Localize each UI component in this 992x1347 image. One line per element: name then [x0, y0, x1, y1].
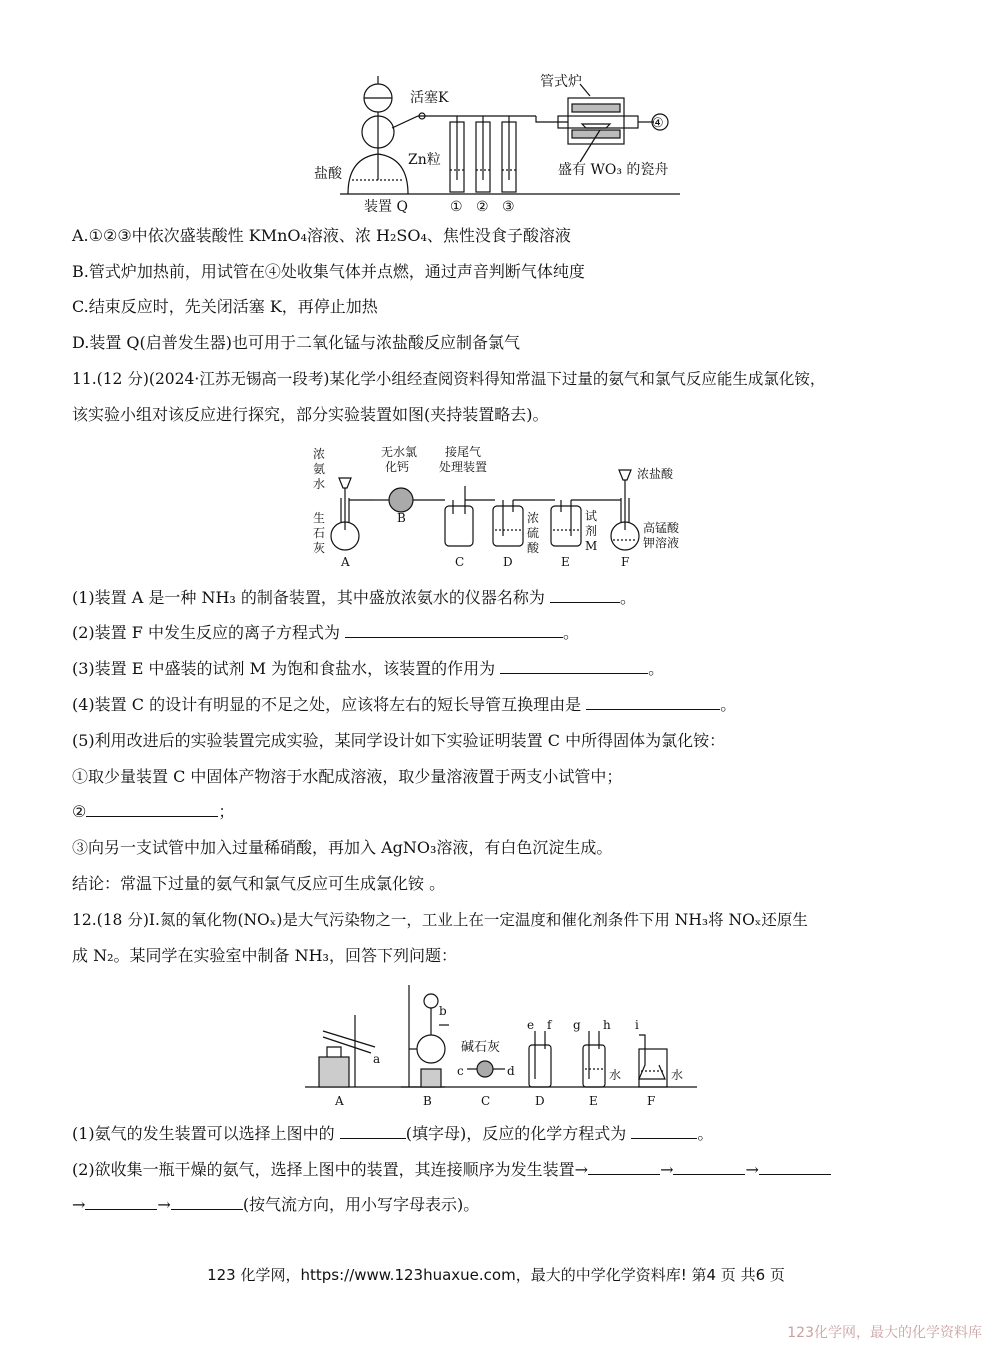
q10-option-a: A.①②③中依次盛装酸性 KMnO₄溶液、浓 H₂SO₄、焦性没食子酸溶液	[72, 226, 571, 245]
label-conc-ammonia-1: 浓	[313, 447, 326, 461]
q11-step2-semicolon: ；	[218, 802, 235, 821]
label-cacl2-2: 化钙	[385, 460, 410, 474]
q11-part1	[72, 587, 636, 609]
label-soda-lime: 碱石灰	[461, 1040, 501, 1055]
watermark: 123化学网，最大的化学资料库	[787, 1325, 982, 1341]
q12-part1-text-a: (1)氨气的发生装置可以选择上图中的	[72, 1124, 335, 1143]
q11-conclusion: 结论：常温下过量的氨气和氯气反应可生成氯化铵 。	[72, 874, 446, 893]
label-fig3-e: E	[589, 1094, 598, 1108]
q12-part1-text-b: (填字母)，反应的化学方程式为	[405, 1124, 627, 1143]
q11-part4-text: (4)装置 C 的设计有明显的不足之处，应该将左右的短长导管互换理由是	[72, 695, 582, 714]
label-port-f: f	[547, 1018, 552, 1032]
q11-step2	[72, 801, 234, 823]
label-port-c: c	[457, 1064, 464, 1078]
q11-part2-period: 。	[563, 623, 580, 642]
label-h2so4-1: 浓	[527, 511, 540, 525]
label-h2so4-2: 硫	[527, 526, 540, 540]
label-port-a: a	[373, 1052, 381, 1066]
label-kmno4-1: 高锰酸	[643, 521, 680, 535]
q11-part3-text: (3)装置 E 中盛装的试剂 M 为饱和食盐水，该装置的作用为	[72, 659, 496, 678]
label-device-c: C	[455, 555, 465, 569]
label-water-f: 水	[671, 1068, 684, 1082]
label-cacl2-1: 无水氯	[381, 445, 418, 459]
q12-part2-text-b: (按气流方向，用小写字母表示)。	[242, 1195, 480, 1214]
label-port-e: e	[527, 1018, 535, 1032]
q11-part4	[72, 694, 736, 716]
q12-part2-text-a: (2)欲收集一瓶干燥的氨气，选择上图中的装置，其连接顺序为发生装置→	[72, 1160, 589, 1179]
label-tube-1: ①	[450, 199, 463, 215]
label-outlet-4: ④	[652, 116, 664, 131]
label-port-g: g	[573, 1018, 581, 1032]
label-zn: Zn粒	[408, 152, 441, 168]
label-fig3-f: F	[647, 1094, 656, 1108]
q11-part3-blank[interactable]	[500, 658, 648, 674]
label-hcl: 盐酸	[314, 166, 342, 182]
label-conc-hcl: 浓盐酸	[637, 467, 674, 481]
label-boat: 盛有 WO₃ 的瓷舟	[558, 162, 669, 178]
q11-part5: (5)利用改进后的实验装置完成实验，某同学设计如下实验证明装置 C 中所得固体为氯化铵：	[72, 731, 726, 750]
q12-part2-line1	[72, 1159, 831, 1181]
q11-part4-blank[interactable]	[586, 694, 720, 710]
label-port-h: h	[603, 1018, 611, 1032]
q11-part3	[72, 658, 664, 680]
label-valve-k: 活塞K	[410, 90, 449, 106]
q11-step2-blank[interactable]	[86, 801, 218, 817]
q11-part2-blank[interactable]	[345, 622, 563, 638]
q11-step1: ①取少量装置 C 中固体产物溶于水配成溶液，取少量溶液置于两支小试管中；	[72, 767, 623, 786]
label-lime-1: 生	[313, 511, 326, 525]
q12-part2-blank2[interactable]	[673, 1159, 745, 1175]
page-footer: 123 化学网，https://www.123huaxue.com，最大的中学化学资料库! 第4 页 共6 页	[207, 1266, 785, 1284]
q10-option-c: C.结束反应时，先关闭活塞 K，再停止加热	[72, 297, 378, 316]
q11-part2	[72, 622, 579, 644]
label-conc-ammonia-3: 水	[313, 477, 326, 491]
q12-stem-line2: 成 N₂。某同学在实验室中制备 NH₃，回答下列问题：	[72, 946, 457, 965]
q11-part1-blank[interactable]	[550, 587, 620, 603]
q12-part2-arrow3: →	[72, 1195, 86, 1214]
q11-part1-period: 。	[620, 588, 637, 607]
q12-part2-blank3[interactable]	[759, 1159, 831, 1175]
q12-part1-blank1[interactable]	[340, 1123, 406, 1139]
label-device-f: F	[621, 555, 630, 569]
q11-part3-period: 。	[648, 659, 665, 678]
label-fig3-c: C	[481, 1094, 491, 1108]
q12-part2-arrow2: →	[745, 1160, 759, 1179]
figure-ammonia-chlorine-apparatus	[305, 440, 700, 570]
label-tail-gas-1: 接尾气	[445, 445, 482, 459]
q10-option-d: D.装置 Q(启普发生器)也可用于二氧化锰与浓盐酸反应制备氯气	[72, 333, 521, 352]
q12-part2-arrow1: →	[660, 1160, 674, 1179]
label-lime-2: 石	[313, 526, 326, 540]
q11-part4-period: 。	[720, 695, 737, 714]
q12-part2-blank5[interactable]	[171, 1194, 243, 1210]
label-port-b: b	[439, 1004, 447, 1018]
label-device-b: B	[397, 511, 406, 525]
q12-part2-blank1[interactable]	[588, 1159, 660, 1175]
label-device-e: E	[561, 555, 570, 569]
q11-step3: ③向另一支试管中加入过量稀硝酸，再加入 AgNO₃溶液，有白色沉淀生成。	[72, 838, 613, 857]
q11-stem-line1: 11.(12 分)(2024·江苏无锡高一段考)某化学小组经查阅资料得知常温下过量的氨气和氯气反应能生成氯化铵，	[72, 370, 826, 388]
label-reagent-m-3: M	[585, 539, 598, 553]
label-kmno4-2: 钾溶液	[643, 536, 680, 550]
label-reagent-m-2: 剂	[585, 524, 598, 538]
q12-stem-line1: 12.(18 分)Ⅰ.氮的氧化物(NOₓ)是大气污染物之一，工业上在一定温度和催化剂条件下用 NH₃将 NOₓ还原生	[72, 911, 808, 929]
label-h2so4-3: 酸	[527, 541, 540, 555]
q11-stem-line2: 该实验小组对该反应进行探究，部分实验装置如图(夹持装置略去)。	[72, 405, 549, 424]
q12-part2-line2	[72, 1194, 479, 1216]
label-conc-ammonia-2: 氨	[313, 462, 326, 476]
figure-hydrogen-reduction-apparatus	[300, 70, 700, 220]
label-tail-gas-2: 处理装置	[439, 460, 488, 474]
label-water-e: 水	[609, 1068, 622, 1082]
q12-part2-arrow4: →	[157, 1195, 171, 1214]
label-port-d: d	[507, 1064, 515, 1078]
q10-option-b: B.管式炉加热前，用试管在④处收集气体并点燃，通过声音判断气体纯度	[72, 262, 585, 281]
figure-ammonia-prep-devices	[305, 975, 705, 1115]
label-furnace: 管式炉	[540, 74, 582, 90]
label-tube-2: ②	[476, 199, 489, 215]
label-reagent-m-1: 试	[585, 509, 598, 523]
q11-part2-text: (2)装置 F 中发生反应的离子方程式为	[72, 623, 340, 642]
q12-part1-blank2[interactable]	[631, 1123, 697, 1139]
label-device-a: A	[341, 555, 350, 569]
label-port-i: i	[635, 1018, 639, 1032]
label-device-d: D	[503, 555, 513, 569]
q12-part1-period: 。	[697, 1124, 714, 1143]
label-fig3-d: D	[535, 1094, 545, 1108]
label-device-q: 装置 Q	[364, 199, 408, 215]
label-fig3-a: A	[335, 1094, 344, 1108]
q12-part2-blank4[interactable]	[85, 1194, 157, 1210]
label-tube-3: ③	[502, 199, 515, 215]
label-lime-3: 灰	[313, 541, 326, 555]
q11-step2-num: ②	[72, 802, 87, 821]
q11-part1-text: (1)装置 A 是一种 NH₃ 的制备装置，其中盛放浓氨水的仪器名称为	[72, 588, 545, 607]
label-fig3-b: B	[423, 1094, 432, 1108]
q12-part1	[72, 1123, 713, 1145]
